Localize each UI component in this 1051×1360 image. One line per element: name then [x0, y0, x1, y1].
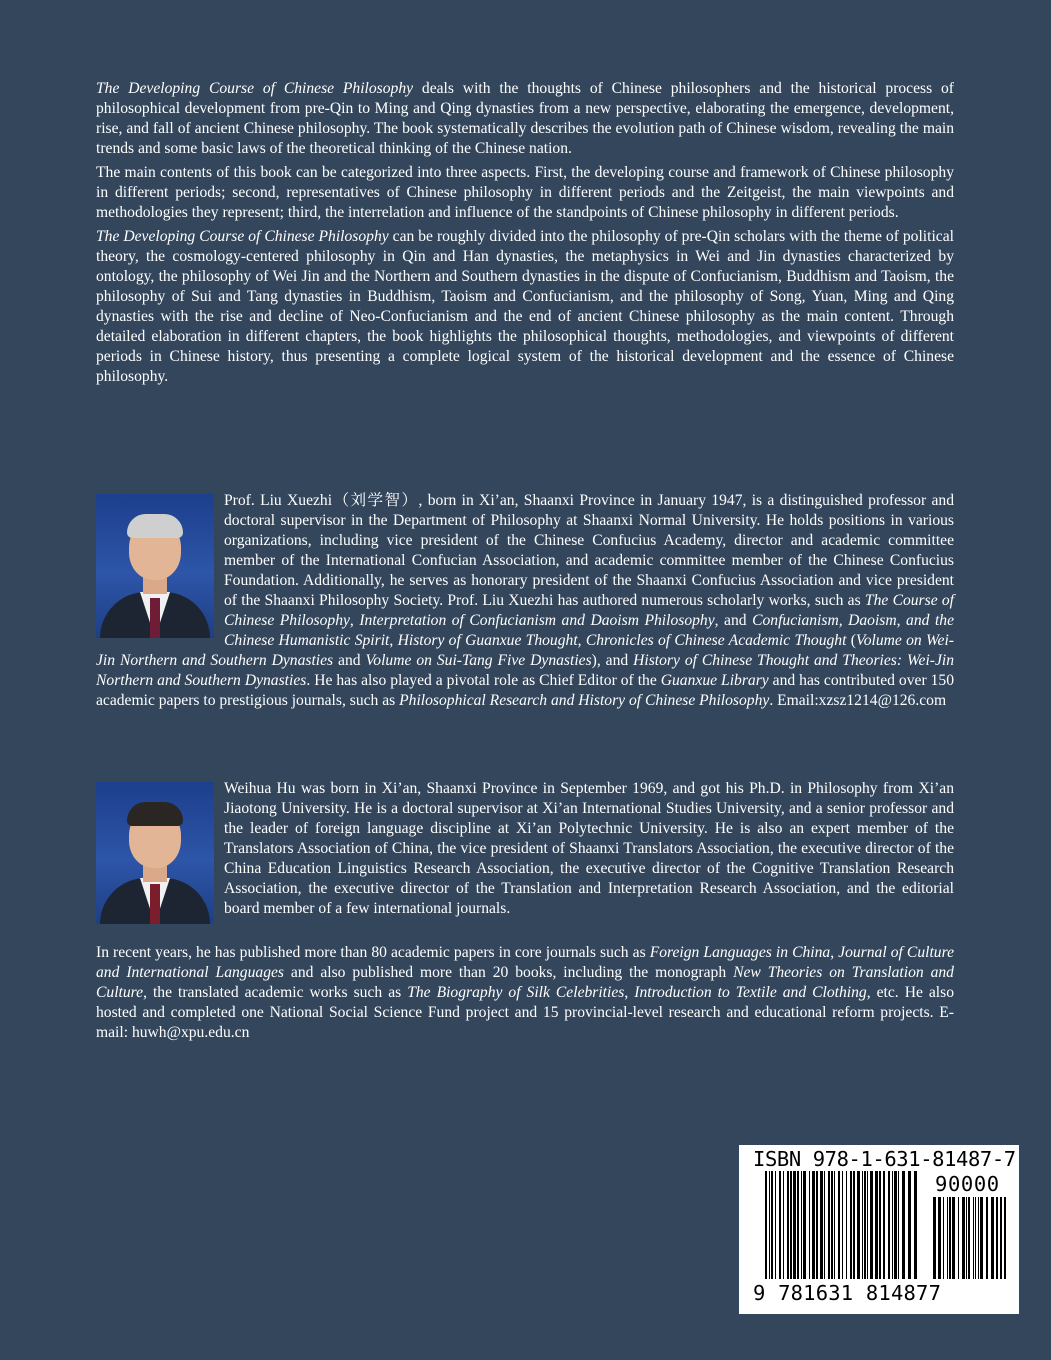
book-description — [96, 79, 954, 391]
isbn-barcode — [739, 1145, 1019, 1314]
author-bio-liu-xuezhi — [96, 491, 954, 711]
author-photo-liu — [96, 494, 214, 638]
author-publications-text: In recent years, he has published more than 80 academic papers in core journals such as Foreign Languages in China, Journal of Culture and International Languages and also published more than 20 books, including the monograph New Theories on Translation and Culture, the translated academic works such as The Biography of Silk Celebrities, Introduction to Textile and Clothing, etc. He also hosted and completed one National Social Science Fund project and 15 provincial-level research and educational reform projects. E-mail: huwh@xpu.edu.cn — [96, 944, 954, 1041]
author-bio-text: Prof. Liu Xuezhi（刘学智）, born in Xi’an, Shaanxi Province in January 1947, is a distinguished professor and doctoral supervisor in the Department of Philosophy at Shaanxi Normal University. He holds positions in various organizations, including vice president of the Chinese Confucius Academy, director and academic committee member of the International Confucian Association, and academic committee member of the Chinese Confucius Foundation. Additionally, he serves as honorary president of the Shaanxi Confucius Association and vice president of the Shaanxi Philosophy Society. Prof. Liu Xuezhi has authored numerous scholarly works, such as The Course of Chinese Philosophy, Interpretation of Confucianism and Daoism Philosophy, and Confucianism, Daoism, and the Chinese Humanistic Spirit, History of Guanxue Thought, Chronicles of Chinese Academic Thought (Volume on Wei-Jin Northern and Southern Dynasties and Volume on Sui-Tang Five Dynasties), and History of Chinese Thought and Theories: Wei-Jin Northern and Southern Dynasties. He has also played a pivotal role as Chief Editor of the Guanxue Library and has contributed over 150 academic papers to prestigious journals, such as Philosophical Research and History of Chinese Philosophy. Email:xzsz1214@126.com — [96, 492, 955, 709]
price-addon-code: 90000 — [935, 1172, 1000, 1196]
author-bio-continued — [96, 943, 954, 1043]
barcode-bars-icon — [765, 1171, 917, 1279]
addon-barcode-bars-icon — [933, 1197, 1007, 1279]
isbn-number: ISBN 978-1-631-81487-7 — [753, 1147, 1016, 1171]
author-photo-hu — [96, 782, 214, 924]
barcode-digits: 9 781631 814877 — [753, 1281, 942, 1305]
description-paragraph-2: The main contents of this book can be categorized into three aspects. First, the developing course and framework of Chinese philosophy in different periods; second, representatives of Chinese philosophy in different periods and the Zeitgeist, the main viewpoints and methodologies they represent; third, the interrelation and influence of the standpoints of Chinese philosophy in different periods. — [96, 164, 954, 221]
book-title-italic: The Developing Course of Chinese Philosophy — [96, 228, 389, 245]
author-bio-weihua-hu — [96, 779, 954, 926]
book-title-italic: The Developing Course of Chinese Philosophy — [96, 80, 414, 97]
description-paragraph-1: The Developing Course of Chinese Philosophy deals with the thoughts of Chinese philosophers and the historical process of philosophical development from pre-Qin to Ming and Qing dynasties from a new perspective, elaborating the emergence, development, rise, and fall of ancient Chinese philosophy. The book systematically describes the evolution path of Chinese wisdom, revealing the main trends and some basic laws of the theoretical thinking of the Chinese nation. — [96, 80, 954, 157]
author-bio-text: Weihua Hu was born in Xi’an, Shaanxi Province in September 1969, and got his Ph.D. in Philosophy from Xi’an Jiaotong University. He is a doctoral supervisor at Xi’an International Studies University, and a senior professor and the leader of foreign language discipline at Xi’an Polytechnic University. He is also an expert member of the Translators Association of China, the vice president of Shaanxi Translators Association, the executive director of the China Education Linguistics Research Association, the executive director of the Cognitive Translation Research Association, the executive director of the Translation and Interpretation Research Association, and the editorial board member of a few international journals. — [224, 780, 954, 917]
description-paragraph-3: The Developing Course of Chinese Philosophy can be roughly divided into the philosophy of pre-Qin scholars with the theme of political theory, the cosmology-centered philosophy in Qin and Han dynasties, the metaphysics in Wei and Jin dynasties characterized by ontology, the philosophy of Wei Jin and the Northern and Southern dynasties in the dispute of Confucianism, Buddhism and Taoism, the philosophy of Sui and Tang dynasties in Buddhism, Taoism and Confucianism, and the philosophy of Song, Yuan, Ming and Qing dynasties with the rise and decline of Neo-Confucianism and the end of ancient Chinese philosophy as the main content. Through detailed elaboration in different chapters, the book highlights the philosophical thoughts, methodologies, and viewpoints of different periods in Chinese history, thus presenting a complete logical system of the historical development and the essence of Chinese philosophy. — [96, 228, 954, 385]
